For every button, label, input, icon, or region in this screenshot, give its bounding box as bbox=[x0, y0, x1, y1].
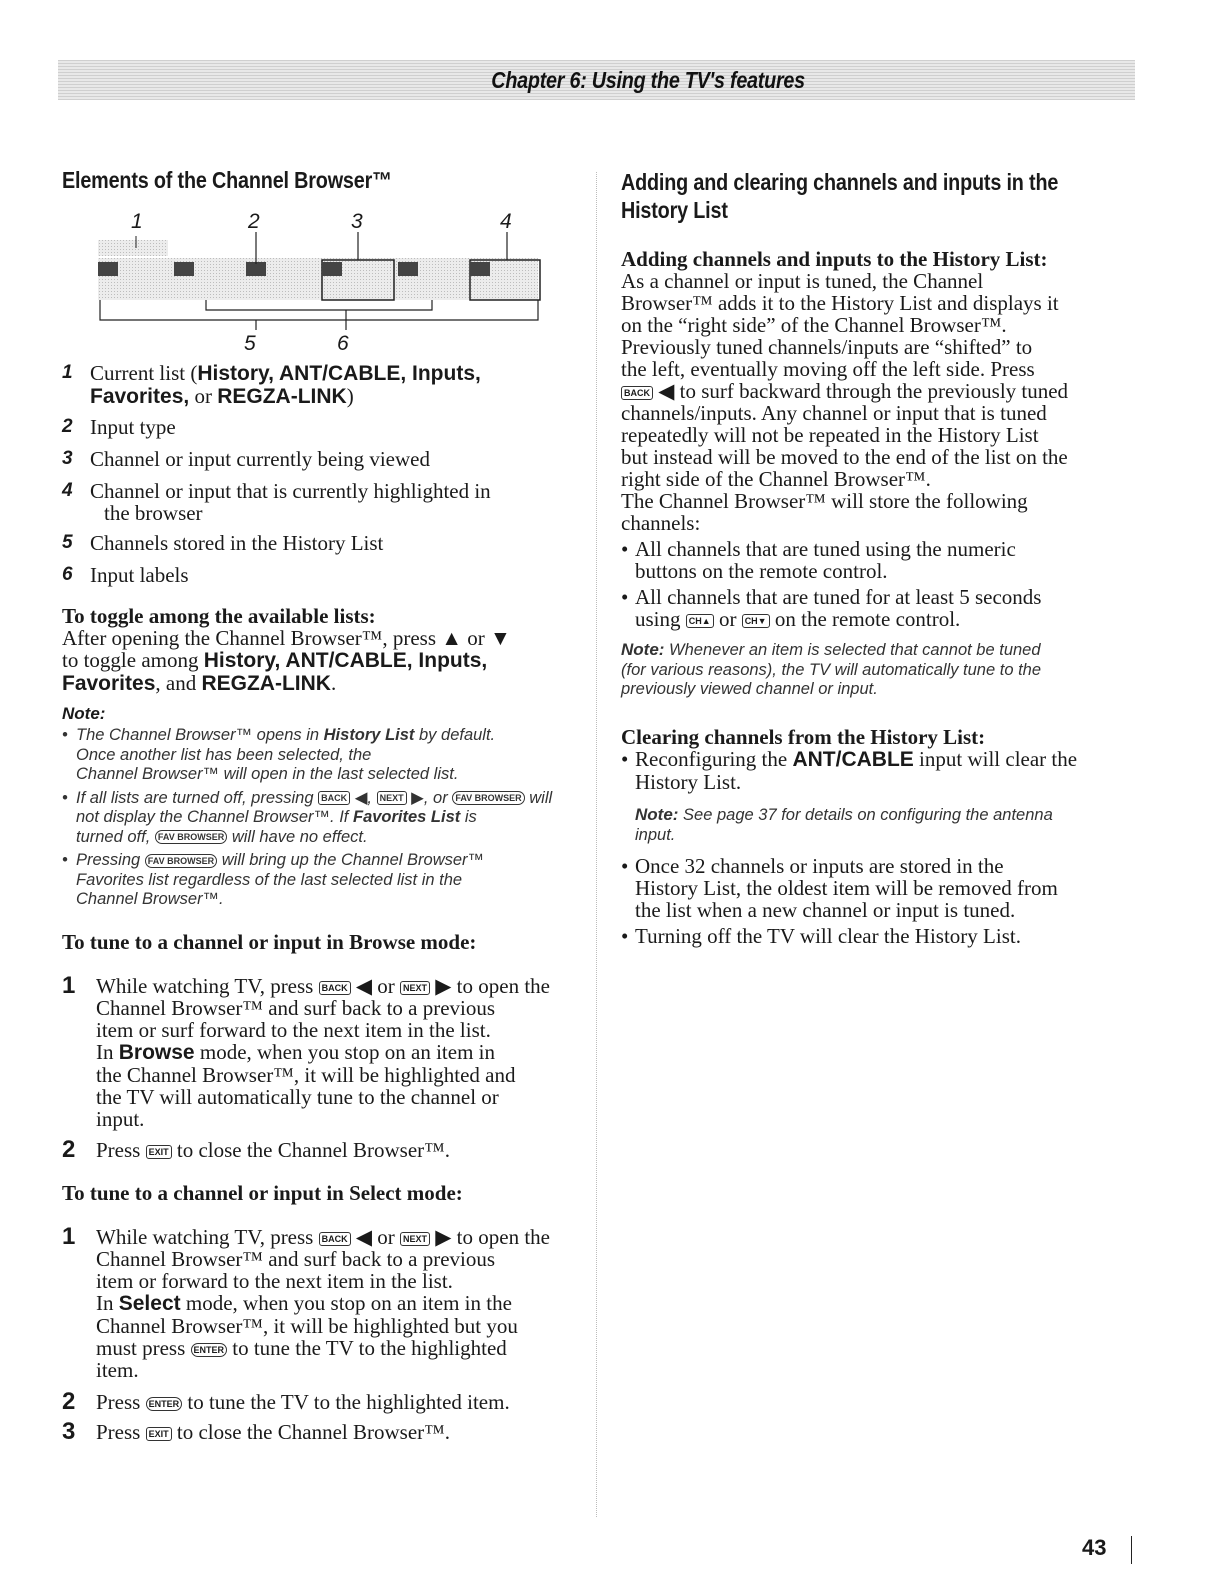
back-button-icon: BACK bbox=[318, 791, 350, 805]
step-text: Press bbox=[96, 1390, 141, 1414]
note-text: will bbox=[529, 788, 553, 807]
note-text: not display the Channel Browser™. If bbox=[76, 808, 353, 826]
element-item-1 bbox=[62, 362, 582, 408]
channel-up-button-icon: CH▲ bbox=[686, 614, 714, 628]
browse-step-1 bbox=[62, 972, 587, 1131]
bullet-text: on the remote control. bbox=[774, 607, 961, 631]
item-number: 5 bbox=[62, 532, 73, 553]
chapter-title: Chapter 6: Using the TV's features bbox=[491, 67, 805, 93]
step-text: to close the Channel Browser™. bbox=[176, 1420, 450, 1444]
clearing-heading: Clearing channels from the History List: bbox=[621, 725, 986, 749]
item-text: Input type bbox=[90, 415, 176, 439]
adding-line: the left, eventually moving off the left side. Press bbox=[621, 357, 1035, 381]
page-number: 43 bbox=[1082, 1535, 1107, 1560]
step-text: the Channel Browser™, it will be highlighted and bbox=[96, 1063, 516, 1087]
note-block-right-2 bbox=[621, 805, 1141, 845]
adding-line: The Channel Browser™ will store the following bbox=[621, 489, 1028, 513]
next-button-icon: NEXT bbox=[377, 791, 407, 805]
note-text: input. bbox=[635, 825, 676, 844]
note-bullet-2: • If all lists are turned off, pressing BACK ◀, NEXT ▶, or FAV BROWSER will not display the Channel Browser™. If Favorites List is turned off, FAV BROWSER will have no effect. bbox=[62, 788, 553, 846]
next-button-icon: NEXT bbox=[400, 1232, 430, 1246]
note-text: Pressing bbox=[76, 851, 141, 869]
adding-line: on the “right side” of the Channel Browser™. bbox=[621, 313, 1007, 337]
step-text: item. bbox=[96, 1358, 139, 1382]
item-number: 1 bbox=[62, 362, 73, 383]
item-text-close: ) bbox=[346, 384, 354, 408]
diagram-graphic bbox=[60, 210, 580, 360]
note-text: Once another list has been selected, the bbox=[76, 745, 372, 764]
step-text: Channel Browser™ and surf back to a previous bbox=[96, 1247, 496, 1271]
element-item-5 bbox=[62, 532, 383, 554]
adding-bullet-1: • All channels that are tuned using the numeric buttons on the remote control. bbox=[621, 537, 1016, 583]
toggle-line-2: to toggle among bbox=[62, 648, 204, 672]
input-icon-2 bbox=[174, 262, 194, 276]
step-text: the TV will automatically tune to the channel or bbox=[96, 1085, 499, 1109]
enter-button-icon: ENTER bbox=[191, 1343, 228, 1357]
browse-step-2 bbox=[62, 1136, 450, 1163]
note-bullet-1: • The Channel Browser™ opens in History List by default. Once another list has been selected, the Channel Browser™ will open in the last selected list. bbox=[62, 726, 496, 783]
step-text: ▶ to open the bbox=[435, 974, 550, 998]
diagram-label-6: 6 bbox=[337, 332, 349, 355]
input-icon-4 bbox=[322, 262, 342, 276]
clearing-section bbox=[621, 726, 1141, 947]
input-icon-6 bbox=[470, 262, 490, 276]
toggle-line-1: After opening the Channel Browser™, press ▲ or ▼ bbox=[62, 626, 511, 650]
history-title-line-1: Adding and clearing channels and inputs in the bbox=[621, 169, 1059, 195]
back-button-icon: BACK bbox=[621, 386, 653, 400]
history-list-bold: History List bbox=[323, 726, 415, 744]
element-item-4 bbox=[62, 480, 582, 524]
step-number: 2 bbox=[62, 1136, 76, 1163]
step-number: 1 bbox=[62, 1223, 76, 1250]
history-title-line-2: History List bbox=[621, 197, 728, 223]
bullet-text: buttons on the remote control. bbox=[635, 559, 888, 583]
item-text: Current list ( bbox=[90, 361, 198, 385]
bullet-text: or bbox=[718, 607, 737, 631]
step-text: Channel Browser™, it will be highlighted but you bbox=[96, 1314, 518, 1338]
fav-browser-button-icon: FAV BROWSER bbox=[452, 791, 524, 805]
step-text: item or forward to the next item in the list. bbox=[96, 1269, 453, 1293]
exit-button-icon: EXIT bbox=[146, 1145, 172, 1159]
note-text: by default. bbox=[414, 726, 496, 744]
toggle-and: , and bbox=[155, 671, 202, 695]
bullet-text: the list when a new channel or input is tuned. bbox=[635, 898, 1016, 922]
step-text: input. bbox=[96, 1107, 145, 1131]
select-step-1 bbox=[62, 1223, 587, 1382]
step-number: 1 bbox=[62, 972, 76, 999]
column-divider bbox=[596, 172, 597, 1517]
step-text: to tune the TV to the highlighted bbox=[232, 1336, 507, 1360]
item-number: 3 bbox=[62, 448, 73, 469]
note-label: Note: bbox=[635, 805, 679, 824]
toggle-heading: To toggle among the available lists: bbox=[62, 604, 376, 628]
select-bold: Select bbox=[118, 1292, 181, 1315]
toggle-period: . bbox=[330, 671, 337, 695]
item-text: Channel or input that is currently highlighted in bbox=[90, 479, 491, 503]
item-number: 2 bbox=[62, 416, 73, 437]
adding-line: ◀ to surf backward through the previously tuned bbox=[658, 379, 1069, 403]
bullet-text: using bbox=[635, 607, 681, 631]
step-text: mode, when you stop on an item in bbox=[194, 1040, 495, 1064]
channel-down-button-icon: CH▼ bbox=[742, 614, 770, 628]
current-list-tab bbox=[98, 240, 168, 256]
step-text: must press bbox=[96, 1336, 186, 1360]
diagram-label-5: 5 bbox=[244, 332, 256, 355]
note-text: , or bbox=[423, 788, 448, 807]
step-text: to tune the TV to the highlighted item. bbox=[187, 1390, 510, 1414]
channel-browser-diagram bbox=[60, 210, 580, 360]
note-bullet-3: • Pressing FAV BROWSER will bring up the Channel Browser™ Favorites list regardless of the last selected list in the Channel Browser™. bbox=[62, 851, 485, 908]
adding-line: repeatedly will not be repeated in the History List bbox=[621, 423, 1039, 447]
note-block-right-1 bbox=[621, 640, 1141, 700]
element-item-2 bbox=[62, 416, 176, 438]
fav-browser-button-icon: FAV BROWSER bbox=[155, 830, 227, 844]
step-text: to close the Channel Browser™. bbox=[176, 1138, 450, 1162]
favorites-list-bold: Favorites List bbox=[352, 808, 461, 826]
enter-button-icon: ENTER bbox=[146, 1397, 183, 1411]
step-text: Press bbox=[96, 1420, 141, 1444]
next-button-icon: NEXT bbox=[400, 981, 430, 995]
input-icon-1 bbox=[98, 262, 118, 276]
bullet-text: History List. bbox=[635, 770, 742, 794]
item-text: Channels stored in the History List bbox=[90, 531, 384, 555]
item-text-or: or bbox=[189, 384, 218, 408]
item-number: 6 bbox=[62, 564, 73, 585]
adding-line: but instead will be moved to the end of the list on the bbox=[621, 445, 1068, 469]
step-text: mode, when you stop on an item in the bbox=[180, 1291, 512, 1315]
item-text: Input labels bbox=[90, 563, 189, 587]
step-number: 2 bbox=[62, 1388, 76, 1415]
select-mode-heading: To tune to a channel or input in Select mode: bbox=[62, 1181, 463, 1205]
adding-line: right side of the Channel Browser™. bbox=[621, 467, 931, 491]
item-text-cont: the browser bbox=[104, 501, 203, 525]
step-text: ▶ to open the bbox=[435, 1225, 550, 1249]
select-step-2 bbox=[62, 1388, 510, 1415]
adding-bullet-2: • All channels that are tuned for at least 5 seconds using CH▲ or CH▼ on the remote control. bbox=[621, 585, 1042, 631]
note-text: See page 37 for details on configuring the antenna bbox=[683, 806, 1053, 824]
toggle-favorites-bold: Favorites bbox=[62, 672, 156, 695]
note-text: Favorites list regardless of the last selected list in the bbox=[76, 870, 463, 889]
browse-bold: Browse bbox=[118, 1041, 195, 1064]
note-text: Channel Browser™. bbox=[76, 890, 224, 908]
section-title-history bbox=[621, 168, 1201, 224]
bullet-text: Reconfiguring the bbox=[635, 747, 793, 771]
exit-button-icon: EXIT bbox=[146, 1427, 172, 1441]
bullet-text: input will clear the bbox=[913, 747, 1078, 771]
note-text: will bring up the Channel Browser™ bbox=[221, 851, 485, 869]
adding-heading: Adding channels and inputs to the History List: bbox=[621, 247, 1048, 271]
toggle-regza-bold: REGZA-LINK bbox=[201, 672, 331, 695]
bullet-text: All channels that are tuned for at least 5 seconds bbox=[635, 585, 1042, 609]
input-icon-5 bbox=[398, 262, 418, 276]
note-text: (for various reasons), the TV will automatically tune to the bbox=[621, 660, 1042, 679]
note-text: The Channel Browser™ opens in bbox=[76, 726, 324, 744]
section-title-elements: Elements of the Channel Browser™ bbox=[62, 167, 392, 193]
clearing-bullet-1: • Reconfiguring the ANT/CABLE input will clear the History List. bbox=[621, 747, 1078, 794]
element-item-6 bbox=[62, 564, 189, 586]
bullet-text: Once 32 channels or inputs are stored in the bbox=[635, 854, 1004, 878]
note-text: is bbox=[460, 808, 477, 826]
note-text: turned off, bbox=[76, 827, 151, 846]
adding-line: Browser™ adds it to the History List and displays it bbox=[621, 291, 1059, 315]
fav-browser-button-icon: FAV BROWSER bbox=[145, 854, 217, 868]
favorites-bold: Favorites, bbox=[90, 385, 190, 408]
note-text: Channel Browser™ will open in the last selected list. bbox=[76, 765, 459, 783]
note-text: will have no effect. bbox=[231, 827, 368, 846]
page-number-rule bbox=[1131, 1536, 1132, 1564]
note-label: Note: bbox=[621, 640, 665, 659]
step-text: ◀ or bbox=[355, 1225, 395, 1249]
browse-mode-heading: To tune to a channel or input in Browse mode: bbox=[62, 930, 477, 954]
input-icon-3 bbox=[246, 262, 266, 276]
diagram-label-3: 3 bbox=[351, 210, 363, 233]
toggle-section bbox=[62, 605, 582, 695]
bullet-text: All channels that are tuned using the numeric bbox=[635, 537, 1016, 561]
step-text: Press bbox=[96, 1138, 141, 1162]
step-text: In bbox=[96, 1291, 119, 1315]
bullet-text: Turning off the TV will clear the History List. bbox=[635, 924, 1021, 948]
step-text: ◀ or bbox=[355, 974, 395, 998]
note-text: previously viewed channel or input. bbox=[621, 680, 878, 698]
element-item-3 bbox=[62, 448, 430, 470]
step-text: While watching TV, press bbox=[96, 1225, 314, 1249]
toggle-lists-bold: History, ANT/CABLE, Inputs, bbox=[203, 649, 488, 672]
step-text: Channel Browser™ and surf back to a previous bbox=[96, 996, 496, 1020]
diagram-label-4: 4 bbox=[500, 210, 512, 233]
item-number: 4 bbox=[62, 480, 73, 501]
note-label: Note: bbox=[62, 704, 106, 723]
note-text: If all lists are turned off, pressing bbox=[76, 788, 314, 807]
step-text: In bbox=[96, 1040, 119, 1064]
step-number: 3 bbox=[62, 1418, 76, 1445]
regza-link-bold: REGZA-LINK bbox=[217, 385, 347, 408]
item-text: Channel or input currently being viewed bbox=[90, 447, 430, 471]
chapter-banner bbox=[58, 60, 1135, 100]
adding-section bbox=[621, 248, 1141, 700]
list-names-bold: History, ANT/CABLE, Inputs, bbox=[197, 362, 481, 385]
adding-line: Previously tuned channels/inputs are “shifted” to bbox=[621, 335, 1033, 359]
clearing-bullet-2: • Once 32 channels or inputs are stored in the History List, the oldest item will be removed from the list when a new channel or input is tuned. bbox=[621, 854, 1058, 922]
note-block-left bbox=[62, 704, 592, 910]
adding-line: channels/inputs. Any channel or input that is tuned bbox=[621, 401, 1047, 425]
back-button-icon: BACK bbox=[319, 1232, 351, 1246]
back-button-icon: BACK bbox=[319, 981, 351, 995]
bullet-text: History List, the oldest item will be removed from bbox=[635, 876, 1058, 900]
adding-line: channels: bbox=[621, 511, 701, 535]
clearing-bullet-3: • Turning off the TV will clear the History List. bbox=[621, 924, 1021, 948]
diagram-label-2: 2 bbox=[248, 210, 260, 233]
ant-cable-bold: ANT/CABLE bbox=[792, 748, 914, 771]
select-step-3 bbox=[62, 1418, 450, 1445]
diagram-label-1: 1 bbox=[131, 210, 143, 233]
step-text: While watching TV, press bbox=[96, 974, 314, 998]
step-text: item or surf forward to the next item in the list. bbox=[96, 1018, 491, 1042]
note-text: Whenever an item is selected that cannot be tuned bbox=[669, 641, 1041, 659]
adding-line: As a channel or input is tuned, the Channel bbox=[621, 269, 984, 293]
